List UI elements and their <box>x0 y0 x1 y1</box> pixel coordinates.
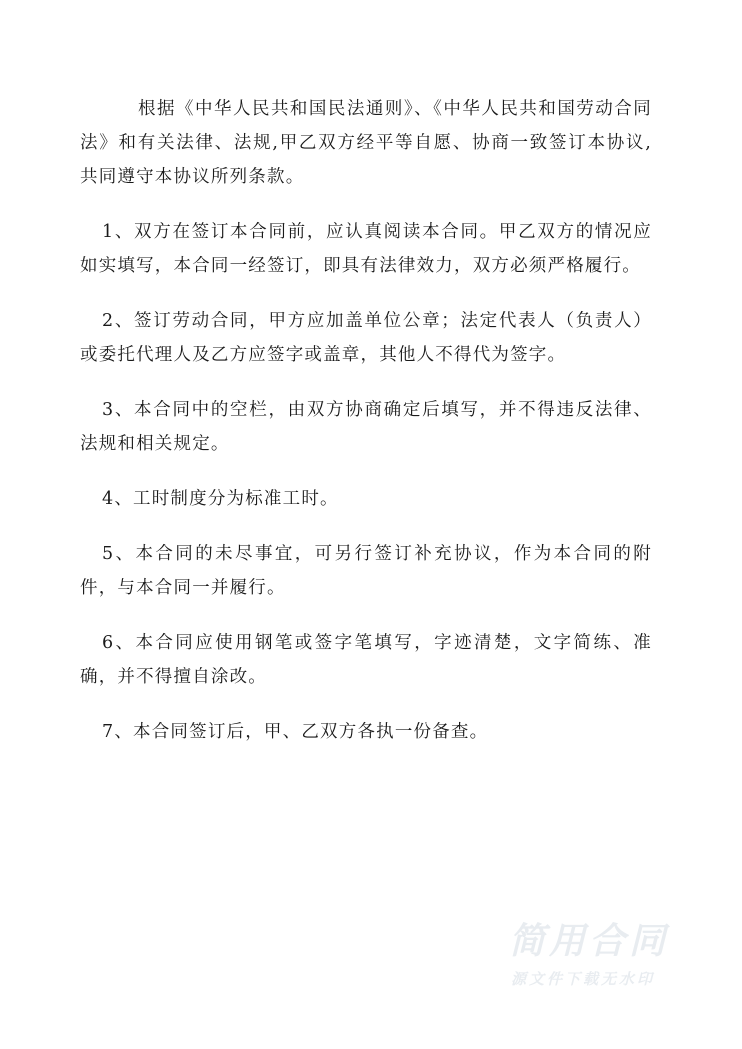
clause-2: 2、签订劳动合同，甲方应加盖单位公章；法定代表人（负责人）或委托代理人及乙方应签字或盖章，其他人不得代为签字。 <box>80 311 652 365</box>
clause-5: 5、本合同的未尽事宜，可另行签订补充协议，作为本合同的附件，与本合同一并履行。 <box>80 544 652 598</box>
intro-paragraph: 根据《中华人民共和国民法通则》、《中华人民共和国劳动合同法》和有关法律、法规,甲乙双方经平等自愿、协商一致签订本协议,共同遵守本协议所列条款。 <box>80 99 652 187</box>
watermark-subtitle: 源文件下载无水印 <box>511 970 656 988</box>
clause-4: 4、工时制度分为标准工时。 <box>102 489 339 509</box>
clause-6: 6、本合同应使用钢笔或签字笔填写，字迹清楚，文字简练、准确，并不得擅自涂改。 <box>80 633 652 687</box>
watermark-title: 简用合同 <box>509 921 670 962</box>
watermark <box>505 920 695 1000</box>
document-body <box>80 92 652 770</box>
clause-7: 7、本合同签订后，甲、乙双方各执一份备查。 <box>102 722 489 742</box>
clause-1: 1、双方在签订本合同前，应认真阅读本合同。甲乙双方的情况应如实填写，本合同一经签订，即具有法律效力，双方必须严格履行。 <box>80 222 652 276</box>
clause-3: 3、本合同中的空栏，由双方协商确定后填写，并不得违反法律、法规和相关规定。 <box>80 400 652 454</box>
